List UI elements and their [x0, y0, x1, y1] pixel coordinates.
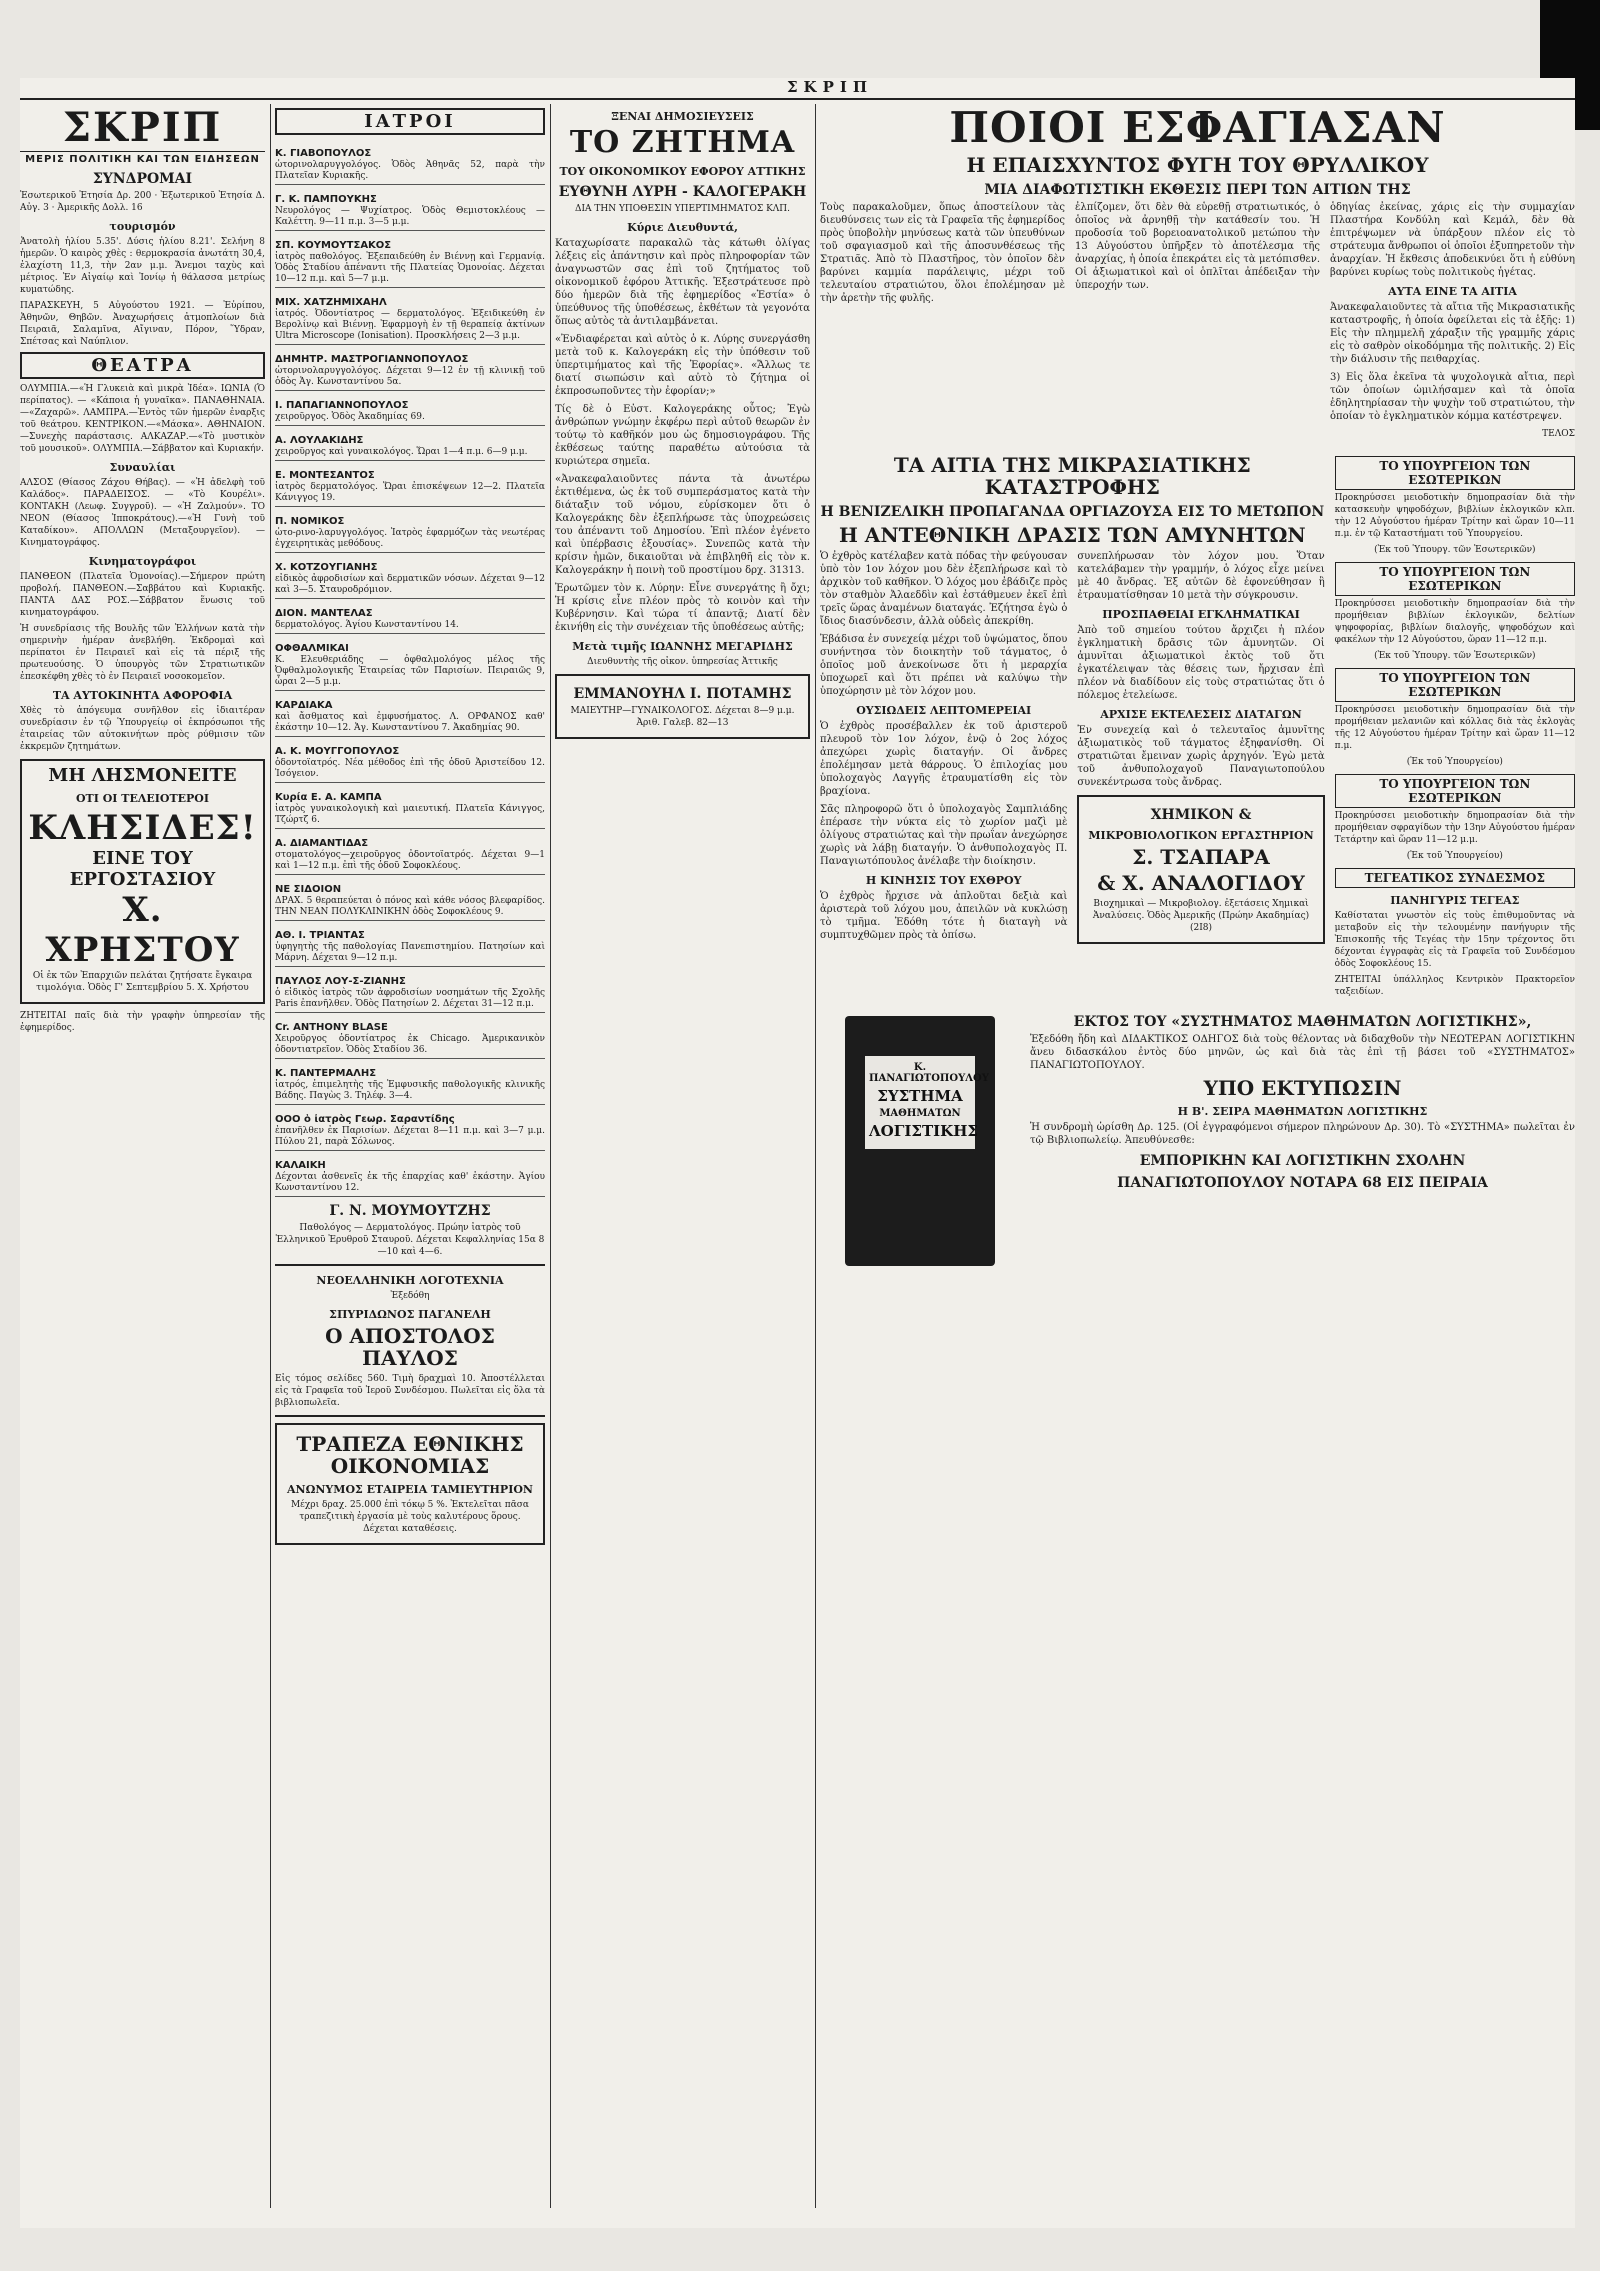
ministry-text-3: Προκηρύσσει μειοδοτικὴν δημοπρασίαν διὰ τὴν προμήθειαν μελανιῶν καὶ κόλλας διὰ τὰς ἐκλογὰς τῆς 12 Αὐγούστου ἡμέραν Τρίτην καὶ ὥραν 11—12 π.μ.: [1334, 705, 1575, 751]
list-item: ΟΦΘΑΛΜΙΚΑΙ Κ. Ελευθεριάδης — ὀφθαλμολόγος μέλος τῆς Ὀφθαλμολογικῆς Ἑταιρείας τῶν Παρισίων. Πειραιῶς 9, ὧραι 2—5 μ.μ.: [275, 634, 545, 691]
salutation: Κύριε Διευθυντά,: [627, 221, 738, 234]
lab-ad: [1077, 795, 1324, 944]
wanted-notice: ΖΗΤΕΙΤΑΙ παῖς διὰ τὴν γραφὴν ὑπηρεσίαν τῆς ἐφημερίδος.: [20, 1011, 265, 1033]
masthead-subtitle: ΜΕΡΙΣ ΠΟΛΙΤΙΚΗ ΚΑΙ ΤΩΝ ΕΙΔΗΣΕΩΝ: [25, 154, 260, 165]
book-title: ΣΥΣΤΗΜΑ: [877, 1087, 963, 1105]
literature-title: ΝΕΟΕΛΛΗΝΙΚΗ ΛΟΓΟΤΕΧΝΙΑ: [316, 1274, 504, 1287]
list-item: Γ. Κ. ΠΑΜΠΟΥΚΗΣ Νευρολόγος — Ψυχίατρος. Ὁδὸς Θεμιστοκλέους — Καλέττη. 9—11 π.μ. 3—5 μ.μ.: [275, 185, 545, 231]
top-text-3: ὁδηγίας ἐκείνας, χάρις εἰς τὴν συμμαχίαν Πλαστήρα Κονδύλη καὶ Κεμάλ, δὲν θὰ ἐπιτρέψωμεν νὰ ὑπάρξουν πλέον εἰς τὸ στράτευμα ἄνθρωποι οἱ ὁποῖοι ἐξυπηρετοῦν τὴν ἀναρχίαν. Ἡ ἔκθεσις ἀποδεικνύει ὅτι ἡ εὐθύνη βαρύνει κυρίως τοὺς πολιτικοὺς ἡγέτας.: [1330, 202, 1575, 278]
doctors-list: [275, 139, 545, 1197]
list-item: Π. ΝΟΜΙΚΟΣ ὠτο-ρινο-λαρυγγολόγος. Ἰατρὸς ἐφαρμόζων τὰς νεωτέρας ἐγχειρητικὰς μεθόδους.: [275, 507, 545, 553]
list-item: ΑΘ. Ι. ΤΡΙΑΝΤΑΣ ὑφηγητὴς τῆς παθολογίας Πανεπιστημίου. Πατησίων καὶ Μάρνη. Δέχεται 9—12 π.μ.: [275, 921, 545, 967]
article-body-5: Ἐρωτῶμεν τὸν κ. Λύρην: Εἶνε συνεργάτης ἢ ὄχι; Ἡ κρίσις εἶνε πλέον πρὸς τὸ κοινὸν καὶ τὴν Κυβέρνησιν. Καὶ τώρα τί ἀπαντᾷ; Διατί δὲν ἐκινήθη εἰς τὴν συνέχειαν τῆς ὑποθέσεως αὐτῆς;: [555, 583, 810, 633]
article-note: ΔΙΑ ΤΗΝ ΥΠΟΘΕΣΙΝ ΥΠΕΡΤΙΜΗΜΑΤΟΣ ΚΛΠ.: [574, 204, 791, 214]
mid-sub-3: ΠΡΟΣΠΑΘΕΙΑΙ ΕΓΚΛΗΜΑΤΙΚΑΙ: [1102, 608, 1300, 621]
theatres-title: ΘΕΑΤΡΑ: [20, 352, 265, 379]
article-body-4: «Ἀνακεφαλαιοῦντες πάντα τὰ ἀνωτέρω ἐκτιθέμενα, ὡς ἐκ τοῦ συμπεράσματος κατὰ τὴν διάταξιν τοῦ νόμου, εὑρίσκομεν ὅτι ὁ Καλογεράκης δὲν ἐξεπλήρωσε τὰς ὑποχρεώσεις του ἀπέναντι τοῦ Δημοσίου. Ἐπὶ πλέον ἐγένετο καὶ ὑπέρβασις ἐξουσίας». Συνεπῶς κατὰ τὴν κρίσιν ἡμῶν, δικαιοῦται νὰ ἐπιβληθῆ εἰς τὸν κ. Καλογεράκην ἡ ποινὴ τοῦ προστίμου δρχ. 31313.: [555, 474, 810, 576]
subscriptions-text: Ἐσωτερικοῦ Ἐτησία Δρ. 200 · Ἐξωτερικοῦ Ἐτησία Δ. Αὐγ. 3 · Ἀμερικῆς Δολλ. 16: [20, 191, 265, 213]
key-ad-text: Οἱ ἐκ τῶν Ἐπαρχιῶν πελάται ζητήσατε ἔγκαιρα τιμολόγια. Ὁδὸς Γ' Σεπτεμβρίου 5. Χ. Χρήστου: [32, 971, 253, 993]
bank-title: ΤΡΑΠΕΖΑ ΕΘΝΙΚΗΣ ΟΙΚΟΝΟΜΙΑΣ: [296, 1432, 524, 1478]
doctors-title: ΙΑΤΡΟΙ: [275, 108, 545, 135]
lower-article: [820, 450, 1325, 1002]
list-item: ΣΠ. ΚΟΥΜΟΥΤΣΑΚΟΣ ἰατρὸς παθολόγος. Ἐξεπαιδεύθη ἐν Βιέννῃ καὶ Γερμανίᾳ. Ὁδὸς Σταδίου ἀπέναντι τῆς Πλατείας Ὁμονοίας. Δέχεται 10—12 π.μ. καὶ 5—7 μ.μ.: [275, 231, 545, 288]
key-ad-line6: Χ. ΧΡΗΣΤΟΥ: [45, 890, 240, 970]
lab-title-3: Σ. ΤΣΑΠΑΡΑ: [1132, 845, 1270, 869]
news-text: Ἡ συνεδρίασις τῆς Βουλῆς τῶν Ἑλλήνων κατὰ τὴν σημερινὴν ἡμέραν ἀνεβλήθη. Ἐκδρομαὶ καὶ περίπατοι ἐν Πειραιεῖ καὶ εἰς τὰ πέριξ τῆς πρωτευούσης. Ὁ ὑπουργὸς τῶν Στρατιωτικῶν ἐπεσκέφθη χθὲς τὸ ἐν Πειραιεῖ νοσοκομεῖον.: [20, 624, 265, 682]
concerts-text: ΑΛΣΟΣ (Θίασος Ζάχου Θήβας). — «Ἡ ἀδελφὴ τοῦ Καλάδος». ΠΑΡΑΔΕΙΣΟΣ. — «Τὸ Κουρέλι». ΚΟΝΤΑΚΗ (Λεωφ. Συγγροῦ). — «Ἡ Ζαλμούν». ΤΟ ΝΕΟΝ (Θίασος Ἱπποκράτους).—«Ἡ Γυνὴ τοῦ Καταδίκου». ΑΠΟΛΛΩΝ (Μεταξουργεῖον). — Κινηματογράφος.: [20, 478, 265, 548]
key-ad-line4: ΕΙΝΕ ΤΟΥ: [92, 848, 193, 869]
concerts-title: Συναυλίαι: [109, 461, 176, 474]
bank-text: Μέχρι δραχ. 25.000 ἐπὶ τόκῳ 5 %. Ἐκτελεῖται πᾶσα τραπεζιτικὴ ἐργασία μὲ τοὺς καλυτέρους ὅρους. Δέχεται καταθέσεις.: [290, 1500, 530, 1534]
lower-section: [820, 450, 1575, 1002]
ministry-text-2: Προκηρύσσει μειοδοτικὴν δημοπρασίαν διὰ τὴν προμήθειαν βιβλίων ἐκλογικῶν, δελτίων ψηφοφορίας, βιβλίων διαλογῆς, ψηφοδόχων καὶ φακέλων τὴν 12 Αὐγούστου, ὥραν 11—12 π.μ.: [1334, 599, 1575, 645]
mid-headline: ΤΑ ΑΙΤΙΑ ΤΗΣ ΜΙΚΡΑΣΙΑΤΙΚΗΣ ΚΑΤΑΣΤΡΟΦΗΣ: [893, 453, 1251, 499]
literature-sub: Ἐξεδόθη: [390, 1291, 430, 1301]
signature: Μετὰ τιμῆς ΙΩΑΝΝΗΣ ΜΕΓΑΡΙΔΗΣ: [572, 640, 793, 653]
list-item: ΚΑΡΔΙΑΚΑ καὶ ἄσθματος καὶ ἐμφυσήματος. Λ. ΟΡΦΑΝΟΣ καθ' ἑκάστην 10—12. Ἀγ. Κωνσταντίνου 7. Ἀκαδημίας 90.: [275, 691, 545, 737]
section-banner: ΞΕΝΑΙ ΔΗΜΟΣΙΕΥΣΕΙΣ: [611, 110, 754, 123]
accounting-text-2: Ἡ συνδρομὴ ὡρίσθη Δρ. 125. (Οἱ ἐγγραφόμενοι σήμερον πληρώνουν Δρ. 30). Τὸ «ΣΥΣΤΗΜΑ» πωλεῖται ἐν τῷ Βιβλιοπωλείῳ. Ἀπευθύνεσθε:: [1030, 1122, 1575, 1146]
list-item: Ι. ΠΑΠΑΓΙΑΝΝΟΠΟΥΛΟΣ χειροῦργος. Ὁδὸς Ἀκαδημίας 69.: [275, 391, 545, 426]
lab-text: Βιοχημικαὶ — Μικροβιολογ. ἐξετάσεις Χημικαὶ Ἀναλύσεις. Ὁδὸς Ἀμερικῆς (Πρώην Ακαδημίας) (2Ι8): [1092, 899, 1310, 933]
column-rule: [550, 104, 551, 2208]
book-label: [865, 1056, 989, 1149]
book-title-2: ΜΑΘΗΜΑΤΩΝ: [879, 1108, 961, 1119]
list-item: Ε. ΜΟΝΤΕΣΑΝΤΟΣ ἰατρὸς δερματολόγος. Ὥραι ἐπισκέψεων 12—2. Πλατεῖα Κάνιγγος 19.: [275, 461, 545, 507]
main-headline-3: ΜΙΑ ΔΙΑΦΩΤΙΣΤΙΚΗ ΕΚΘΕΣΙΣ ΠΕΡΙ ΤΩΝ ΑΙΤΙΩΝ ΤΗΣ: [984, 182, 1411, 198]
ministry-sign-2: (Ἐκ τοῦ Ὑπουργ. τῶν Ἐσωτερικῶν): [1374, 651, 1536, 661]
cinema-title: Κινηματογράφοι: [88, 555, 197, 568]
article-title: ΤΟ ΖΗΤΗΜΑ: [569, 125, 796, 160]
lab-title-2: ΜΙΚΡΟΒΙΟΛΟΓΙΚΟΝ ΕΡΓΑΣΤΗΡΙΟΝ: [1088, 829, 1314, 842]
subscriptions-title: ΣΥΝΔΡΟΜΑΙ: [92, 171, 193, 187]
list-item: Α. ΔΙΑΜΑΝΤΙΔΑΣ στοματολόγος—χειροῦργος ὀδοντοϊατρός. Δέχεται 9—1 καὶ 1—12 π.μ. ἐπὶ τῆς ὁδοῦ Σοφοκλέους.: [275, 829, 545, 875]
literature-text: Εἰς τόμος σελίδες 560. Τιμὴ δραχμαὶ 10. Ἀποστέλλεται εἰς τὰ Γραφεῖα τοῦ Ἱεροῦ Συνδέσμου. Πωλεῖται εἰς ὅλα τὰ βιβλιοπωλεῖα.: [275, 1374, 545, 1408]
ministry-sign-1: (Ἐκ τοῦ Ὑπουργ. τῶν Ἐσωτερικῶν): [1374, 545, 1536, 555]
mid-headline-3: Η ΑΝΤΕΘΝΙΚΗ ΔΡΑΣΙΣ ΤΩΝ ΑΜΥΝΗΤΩΝ: [838, 523, 1306, 547]
list-item: Κ. ΓΙΑΒΟΠΟΥΛΟΣ ὠτορινολαρυγγολόγος. Ὁδὸς Ἀθηνᾶς 52, παρὰ τὴν Πλατεῖαν Κυριακῆς.: [275, 139, 545, 185]
article-names: ΕΥΘΥΝΗ ΛΥΡΗ - ΚΑΛΟΓΕΡΑΚΗ: [558, 184, 807, 200]
book-icon: [845, 1016, 995, 1266]
list-item: Κυρία Ε. Α. ΚΑΜΠΑ ἰατρὸς γυναικολογικὴ καὶ μαιευτική. Πλατεῖα Κάνιγγος, Τζώρτζ 6.: [275, 783, 545, 829]
book-figure: [820, 1008, 1020, 1266]
moutzis-text: Παθολόγος — Δερματολόγος. Πρώην ἰατρὸς τοῦ Ἑλληνικοῦ Ἐρυθροῦ Σταυροῦ. Δέχεται Κεφαλληνίας 15α 8—10 καὶ 4—6.: [275, 1223, 545, 1257]
accounting-address: ΠΑΝΑΓΙΩΤΟΠΟΥΛΟΥ ΝΟΤΑΡΑ 68 ΕΙΣ ΠΕΙΡΑΙΑ: [1117, 1175, 1488, 1191]
literature-ad: [275, 1264, 545, 1417]
column-2: [275, 104, 545, 2208]
causes-title: ΑΥΤΑ ΕΙΝΕ ΤΑ ΑΙΤΙΑ: [1388, 285, 1517, 298]
top-text-2: ἐλπίζομεν, ὅτι δὲν θὰ εὑρεθῇ στρατιωτικός, ὁ ὁποῖος νὰ ἀρνηθῇ τὴν κατάθεσίν του. Ἡ προδοσία τοῦ βορειοανατολικοῦ μετώπου τὴν 13 Αὐγούστου ὑπῆρξεν τὸ ἀποτέλεσμα τῆς ἀναρχίας, ἡ ὁποία ἐπεκράτει εἰς τὰ μετόπισθεν. Οἱ ἀξιωματικοὶ καὶ οἱ ὁπλῖται ἀπέδειξαν τὴν ὑπεροχήν των.: [1075, 202, 1320, 291]
mid-text-1: Ὁ ἐχθρὸς κατέλαβεν κατὰ πόδας τὴν φεύγουσαν ὑπὸ τὸν 1ον λόχον μου δὲν ἐξεπλήρωσε καὶ τὸ ἀρχικὸν τοῦ καθῆκον. Ὁ λόχος μου ἐβάδιζε πρὸς τὸν σταθμὸν Ἀλαεδδὶν καὶ ἐστάθμευεν ἐκεῖ ἐπὶ τρεῖς ὥρας ἀναμένων διαταγάς. Ἐζήτησα ἐγὼ ὁ ἴδιος διασύνδεσιν, ἀλλὰ οὐδεὶς ἀπεκρίθη.: [820, 551, 1068, 627]
mid-text-7: Ἀπὸ τοῦ σημείου τούτου ἄρχιζει ἡ πλέον ἐγκληματικὴ δρᾶσις τῶν ἀμυνητῶν. Οἱ ἀμυνῖται ἀξιωματικοὶ ἐκτὸς τοῦ ὅτι ἐγκατέλειψαν τὰς θέσεις των, ἤρχισαν ἐπὶ πλέον νὰ διαδίδουν εἰς τοὺς στρατιώτας ὅτι ὁ πόλεμος ἐτελείωσε.: [1077, 625, 1325, 701]
top-text-1: Τοὺς παρακαλοῦμεν, ὅπως ἀποστείλουν τὰς διευθύνσεις των εἰς τὰ Γραφεῖα τῆς ἐφημερίδος πρὸς ὑποβολὴν μηνύσεως κατὰ τῶν ὑπευθύνων τοῦ σφαγιασμοῦ καὶ τῆς ἀποσυνθέσεως τῆς Στρατιᾶς. Ἀπὸ τὸ Πλαστῆρος, τὸν ὁποῖον δὲν βαρύνει καμμία παράλειψις, μέχρι τοῦ τελευταίου στρατιώτου, ὅλοι ἐπολέμησαν μὲ τὴν ἀρετὴν τῆς φυλῆς.: [820, 202, 1065, 304]
main-headline: ΠΟΙΟΙ ΕΣΦΑΓΙΑΣΑΝ: [949, 104, 1446, 152]
list-item: ΚΑΛΑΙΚΗ Δέχονται ἀσθενεῖς ἐκ τῆς ἐπαρχίας καθ' ἑκάστην. Ἁγίου Κωνσταντίνου 12.: [275, 1151, 545, 1197]
article-body-1: Καταχωρίσατε παρακαλῶ τὰς κάτωθι ὀλίγας λέξεις εἰς ἀπάντησιν καὶ πρὸς πληροφορίαν τῶν ἀναγνωστῶν σας ἐπὶ τοῦ ζητήματος τοῦ οἰκονομικοῦ ἐφόρου Ἀττικῆς. Ἐξεστράτευσε πρὸ δύο ἡμερῶν διὰ τῆς ἐφημερίδος «Ἑστία» ὁ ὑπεύθυνος τῆς ὑποθέσεως, ἐκθέτων τὰ γεγονότα ὅπως αὐτὸς τὰ ἀντιλαμβάνεται.: [555, 238, 810, 327]
mid-text-4: Σᾶς πληροφορῶ ὅτι ὁ ὑπολοχαγὸς Σαμπλιάδης ἐπέρασε τὴν νύκτα εἰς τὸ χωρίον μαζὶ μὲ ὀλίγους στρατιώτας καὶ τὴν πρωΐαν ἀνεχώρησε χωρὶς νὰ λάβῃ διαταγήν. Ὁ ἀνθυπολοχαγὸς Π. Παναγιωτόπουλος ἀνέλαβε τὴν διοίκησιν.: [820, 804, 1068, 867]
main-headline-2: Η ΕΠΑΙΣΧΥΝΤΟΣ ΦΥΓΗ ΤΟΥ ΘΡΥΛΛΙΚΟΥ: [966, 153, 1429, 177]
article-body-3: Τίς δὲ ὁ Εὐστ. Καλογεράκης οὗτος; Ἐγὼ ἀνθρώπων γνώμην ἐκφέρω περὶ αὐτοῦ θεωρῶν ἐν τούτῳ τὸ καθῆκόν μου ὡς δημοσιογράφου. Τῆς ἐκθέσεως ταύτης παραθέτω αὐτούσια τὰ κυριώτερα σημεῖα.: [555, 404, 810, 467]
ministry-title-2: ΤΟ ΥΠΟΥΡΓΕΙΟΝ ΤΩΝ ΕΣΩΤΕΡΙΚΩΝ: [1335, 562, 1575, 596]
list-item: ΝΕ ΣΙΔΟΙΟΝ ΔΡΑΧ. 5 θεραπεύεται ὁ πόνος καὶ κάθε νόσος βλεφαρίδος. ΤΗΝ ΝΕΑΝ ΠΟΛΥΚΛΙΝΙΚΗΝ ὁδὸς Σοφοκλέους 9.: [275, 875, 545, 921]
top-text-4: 3) Εἰς ὅλα ἐκεῖνα τὰ ψυχολογικὰ αἴτια, περὶ τῶν ὁποίων ὡμιλήσαμεν καὶ τὰ ὁποῖα ἐδηλητηρίασαν τὴν ψυχὴν τοῦ στρατιώτου, τὴν ὁποίαν τὸ ἐγκληματικὸν κόμμα κατέστρεψεν.: [1330, 372, 1575, 422]
top-rule: [20, 98, 1575, 100]
column-3: [555, 104, 810, 2208]
accounting-sub: ΥΠΟ ΕΚΤΥΠΩΣΙΝ: [1203, 1076, 1402, 1100]
tegea-sub: ΠΑΝΗΓΥΡΙΣ ΤΕΓΕΑΣ: [1390, 894, 1520, 907]
accounting-text-1: Ἐξεδόθη ἤδη καὶ ΔΙΔΑΚΤΙΚΟΣ ΟΔΗΓΟΣ διὰ τοὺς θέλοντας νὰ διδαχθοῦν τὴν ΝΕΩΤΕΡΑΝ ΛΟΓΙΣΤΙΚΗΝ ἄνευ διδασκάλου ἐντὸς δύο μηνῶν, ὡς καὶ διὰ τὰς ἐπὶ τῇ βάσει τοῦ «ΣΥΣΤΗΜΑΤΟΣ» ΠΑΝΑΓΙΩΤΟΠΟΥΛΟΥ.: [1030, 1034, 1575, 1071]
ministry-text-4: Προκηρύσσει μειοδοτικὴν δημοπρασίαν διὰ τὴν προμήθειαν σφραγίδων τὴν 13ην Αὐγούστου ἡμέραν Τετάρτην καὶ ὥραν 11—12 μ.μ.: [1334, 811, 1575, 845]
ministry-title-1: ΤΟ ΥΠΟΥΡΓΕΙΟΝ ΤΩΝ ΕΣΩΤΕΡΙΚΩΝ: [1335, 456, 1575, 490]
ministry-title-4: ΤΟ ΥΠΟΥΡΓΕΙΟΝ ΤΩΝ ΕΣΩΤΕΡΙΚΩΝ: [1335, 774, 1575, 808]
accounting-sub-2: Η Β'. ΣΕΙΡΑ ΜΑΘΗΜΑΤΩΝ ΛΟΓΙΣΤΙΚΗΣ: [1177, 1105, 1428, 1118]
list-item: Α. ΛΟΥΛΑΚΙΔΗΣ χειροῦργος καὶ γυναικολόγος. Ὥραι 1—4 π.μ. 6—9 μ.μ.: [275, 426, 545, 461]
key-ad-line5: ΕΡΓΟΣΤΑΣΙΟΥ: [69, 869, 216, 890]
lab-title-1: ΧΗΜΙΚΟΝ &: [1150, 807, 1252, 823]
article-body-2: «Ἐνδιαφέρεται καὶ αὐτὸς ὁ κ. Λύρης συνεργάσθη μετὰ τοῦ κ. Καλογεράκη εἰς τὴν ὑπόθεσιν τοῦ ὑπερτιμήματος καὶ τῆς Ἐφορίας». «Ἄλλως τε διατί σιωπώσιν καὶ αὐτὸ τὸ ζήτημα οἱ ἐκπροσωποῦντες τὴν ἐφορίαν;»: [555, 334, 810, 397]
doctor-ad: [555, 674, 810, 739]
book-author: Κ. ΠΑΝΑΓΙΩΤΟΠΟΥΛΟΥ: [869, 1062, 989, 1084]
key-ad: [20, 759, 265, 1004]
article-subtitle: ΤΟΥ ΟΙΚΟΝΟΜΙΚΟΥ ΕΦΟΡΟΥ ΑΤΤΙΚΗΣ: [559, 165, 806, 178]
column-4: [820, 104, 1575, 2208]
weather-text: Ἀνατολὴ ἡλίου 5.35'. Δύσις ἡλίου 8.21'. Σελήνη 8 ἡμερῶν. Ὁ καιρὸς χθὲς : θερμοκρασία ἀνωτάτη 30,4, ἐλαχίστη 11,3, τὴν 2αν μ.μ. Ἄνεμοι ταχὺς καὶ μέτριος. Ἐν Αἰγαίῳ καὶ Ἰονίῳ ἡ θάλασσα μετρίως κυματώδης.: [20, 237, 265, 295]
moutzis-name: Γ. Ν. ΜΟΥΜΟΥΤΖΗΣ: [329, 1203, 491, 1219]
bank-ad: [275, 1423, 545, 1545]
ministry-text-1: Προκηρύσσει μειοδοτικὴν δημοπρασίαν διὰ τὴν κατασκευὴν ψηφοδόχων, βιβλίων ἐκλογικῶν κλπ. τὴν 12 Αὐγούστου ἡμέραν Τρίτην καὶ ὥραν 10—11 π.μ. ἐν τῷ Καταστήματι τοῦ Ὑπουργείου.: [1334, 493, 1575, 539]
top-article: [820, 201, 1575, 444]
list-item: ΔΗΜΗΤΡ. ΜΑΣΤΡΟΓΙΑΝΝΟΠΟΥΛΟΣ ὠτορινολαρυγγολόγος. Δέχεται 9—12 ἐν τῇ κλινικῇ τοῦ ὁδὸς Ἀγ. Κωνσταντίνου 5α.: [275, 345, 545, 391]
cinema-text: ΠΑΝΘΕΟΝ (Πλατεῖα Ὁμονοίας).—Σήμερον πρώτη προβολή. ΠΑΝΘΕΟΝ.—Σαββάτου καὶ Κυριακῆς. ΠΑΝΤΑ ΔΑΣ ΡΟΣ.—Σάββατον ἕνωσις τοῦ κινηματογράφου.: [20, 572, 265, 618]
list-item: ΔΙΟΝ. ΜΑΝΤΕΛΑΣ δερματολόγος. Ἁγίου Κωνσταντίνου 14.: [275, 599, 545, 634]
key-ad-line1: ΜΗ ΛΗΣΜΟΝΕΙΤΕ: [48, 765, 237, 786]
literature-author: ΣΠΥΡΙΔΩΝΟΣ ΠΑΓΑΝΕΛΗ: [329, 1308, 491, 1321]
bank-sub: ΑΝΩΝΥΜΟΣ ΕΤΑΙΡΕΙΑ ΤΑΜΙΕΥΤΗΡΙΟΝ: [287, 1483, 533, 1496]
accounting-section: [820, 1008, 1575, 1266]
mid-sub-2: Η ΚΙΝΗΣΙΣ ΤΟΥ ΕΧΘΡΟΥ: [865, 874, 1022, 887]
causes-text: Ἀνακεφαλαιοῦντες τὰ αἴτια τῆς Μικρασιατικῆς καταστροφῆς, ἡ ὁποία ὀφείλεται εἰς τὰ ἑξῆς: 1) Εἰς τὴν πλημμελῆ χάραξιν τῆς γραμμῆς χάρις εἰς τὸ σαθρὸν οἰκοδόμημα τῆς πολιτικῆς. 2) Εἰς τὴν διάλυσιν τῆς πειθαρχίας.: [1330, 302, 1575, 365]
mid-headline-2: Η ΒΕΝΙΖΕΛΙΚΗ ΠΡΟΠΑΓΑΝΔΑ ΟΡΓΙΑΖΟΥΣΑ ΕΙΣ ΤΟ ΜΕΤΩΠΟΝ: [820, 504, 1325, 520]
key-ad-line3: ΚΛΗΣΙΔΕΣ!: [28, 808, 257, 848]
mid-text-5: Ὁ ἐχθρὸς ἤρχισε νὰ ἀπλοῦται δεξιὰ καὶ ἀριστερὰ τοῦ λόχου μου, ἀπειλῶν νὰ κυκλώσῃ τὸ τμῆμα. Ἐδόθη τότε ἡ διαταγὴ νὰ συμπτυχθῶμεν πρὸς τὰ ὀπίσω.: [820, 891, 1068, 941]
literature-book: Ο ΑΠΟΣΤΟΛΟΣ ΠΑΥΛΟΣ: [325, 1324, 495, 1370]
notices-column: [1335, 450, 1575, 1002]
tegea-wanted: ΖΗΤΕΙΤΑΙ ὑπάλληλος Κεντρικὸν Πρακτορεῖον ταξειδίων.: [1334, 975, 1575, 997]
accounting-ad: [1030, 1008, 1575, 1266]
mid-sub-1: ΟΥΣΙΩΔΕΙΣ ΛΕΠΤΟΜΕΡΕΙΑΙ: [856, 704, 1032, 717]
mid-text-8: Ἐν συνεχείᾳ καὶ ὁ τελευταῖος ἀμυνῖτης ἀξιωματικὸς τοῦ τάγματος ἐξηφανίσθη. Οἱ στρατιῶται ἔμειναν χωρὶς ἀρχηγόν. Ἐγὼ μετὰ τοῦ ἀνθυπολοχαγοῦ Παναγιωτοπούλου συνεκέντρωσα τοὺς ἄνδρας.: [1077, 725, 1325, 788]
list-item: Cr. ANTHONY BLASE Χειροῦργος ὀδοντίατρος ἐκ Chicago. Ἀμερικανικὸν ὀδοντιατρεῖον. Ὁδὸς Σταδίου 36.: [275, 1013, 545, 1059]
list-item: ΟΟΟ ὁ ἰατρὸς Γεωρ. Σαραντίδης ἐπανῆλθεν ἐκ Παρισίων. Δέχεται 8—11 π.μ. καὶ 3—7 μ.μ. Πύλου 21, παρὰ Σόλωνος.: [275, 1105, 545, 1151]
list-item: Κ. ΠΑΝΤΕΡΜΑΛΗΣ ἰατρός, ἐπιμελητὴς τῆς Ἐμφυσικῆς παθολογικῆς κλινικῆς Βάδης. Παγὼς 3. Τηλέφ. 3—4.: [275, 1059, 545, 1105]
tegea-text: Καθίσταται γνωστὸν εἰς τοὺς ἐπιθυμοῦντας νὰ μεταβοῦν εἰς τὴν τελουμένην πανήγυριν τῆς Ἐπισκοπῆς τῆς Τεγέας τὴν 15ην τρέχοντος ὅτι δέχονται ἐγγραφὰς εἰς τὰ Γραφεῖα τοῦ Συνδέσμου ὁδὸς Σοφοκλέους 15.: [1334, 911, 1575, 969]
mid-text-3: Ὁ ἐχθρὸς προσέβαλλεν ἐκ τοῦ ἀριστεροῦ πλευροῦ τὸν 1ον λόχον, ἐνῷ ὁ 2ος λόχος ἀπεχώρει χωρὶς διαταγήν. Οἱ ἄνδρες ἐπολέμησαν μετὰ θάρρους. Ὁ ἐπιλοχίας μου ὑπολοχαγὸς Λαγγῆς ἐτραυματίσθη εἰς τὸν βραχίονα.: [820, 721, 1068, 797]
list-item: Α. Κ. ΜΟΥΓΓΟΠΟΥΛΟΣ ὀδοντοϊατρός. Νέα μέθοδος ἐπὶ τῆς ὁδοῦ Ἀριστείδου 12. Ἰσόγειον.: [275, 737, 545, 783]
column-1: [20, 104, 265, 2208]
column-rule: [815, 104, 816, 2208]
ministry-sign-4: (Ἐκ τοῦ Ὑπουργείου): [1406, 851, 1503, 861]
ministry-title-3: ΤΟ ΥΠΟΥΡΓΕΙΟΝ ΤΩΝ ΕΣΩΤΕΡΙΚΩΝ: [1335, 668, 1575, 702]
list-item: ΜΙΧ. ΧΑΤΖΗΜΙΧΑΗΛ ἰατρός. Ὀδοντίατρος — δερματολόγος. Ἐξειδικεύθη ἐν Βερολίνῳ καὶ Βιέννῃ. Ἐφαρμογὴ ἐν τῇ θεραπείᾳ ἀκτίνων Ultra Microscope (Ionisation). Προσκλήσεις 2—3 μ.μ.: [275, 288, 545, 345]
mid-text-2: Ἐβάδισα ἐν συνεχείᾳ μέχρι τοῦ ὑψώματος, ὅπου συνήντησα τὸν διοικητὴν τοῦ τάγματος, ὁ ὁποῖος μοῦ ἀνεκοίνωσε ὅτι ἡ μεραρχία ὑποχωρεῖ καὶ ὅτι πρέπει νὰ καλύψω τὴν ὑποχώρησιν μὲ τὸν λόχον μου.: [820, 634, 1068, 697]
running-head: ΣΚΡΙΠ: [786, 78, 874, 96]
accounting-title: ΕΚΤΟΣ ΤΟΥ «ΣΥΣΤΗΜΑΤΟΣ ΜΑΘΗΜΑΤΩΝ ΛΟΓΙΣΤΙΚΗΣ»,: [1073, 1014, 1532, 1030]
tegea-title: ΤΕΓΕΑΤΙΚΟΣ ΣΥΝΔΕΣΜΟΣ: [1335, 868, 1575, 888]
date-text: ΠΑΡΑΣΚΕΥΗ, 5 Αὐγούστου 1921. — Ἐὐρίπου, Ἀθηνῶν, Θηβῶν. Ἀναχωρήσεις ἀτμοπλοίων διὰ Πειραιᾶ, Σαλαμῖνα, Αἴγιναν, Πόρον, Ὕδραν, Σπέτσας καὶ Ναύπλιον.: [20, 301, 265, 347]
column-rule: [270, 104, 271, 2208]
theatres-text: ΟΛΥΜΠΙΑ.—«Ἡ Γλυκειὰ καὶ μικρὰ Ἰδέα». ΙΩΝΙΑ (Ὁ περίπατος). — «Κάποια ἡ γυναῖκα». ΠΑΝΑΘΗΝΑΙΑ.—«Ζαχαρῶ». ΛΑΜΠΡΑ.—Ἐντὸς τῶν ἡμερῶν ἐναρξις τοῦ θεάτρου. ΚΕΝΤΡΙΚΟΝ.—«Μάσκα». ΑΘΗΝΑΙΟΝ.—Συνεχὴς παράστασις. ΑΛΚΑΖΑΡ.—«Τὸ μυστικὸν τοῦ μουσικοῦ». ΟΛΥΜΠΙΑ.—Σάββατον καὶ Κυριακήν.: [20, 384, 265, 454]
athletics-text: Χθὲς τὸ ἀπόγευμα συνῆλθον εἰς ἰδιαιτέραν συνεδρίασιν ἐν τῷ Ὑπουργείῳ οἱ ἐκπρόσωποι τῆς ἑταιρείας τῶν αὐτοκινήτων πρὸς ρύθμισιν τῶν ἐκκρεμῶν ζητημάτων.: [20, 706, 265, 752]
doctor-ad-title: ΕΜΜΑΝΟΥΗΛ Ι. ΠΟΤΑΜΗΣ: [573, 686, 792, 702]
key-ad-line2: ΟΤΙ ΟΙ ΤΕΛΕΙΟΤΕΡΟΙ: [75, 792, 210, 805]
newspaper-page: [20, 78, 1575, 2228]
signature-sub: Διευθυντὴς τῆς οἰκον. ὑπηρεσίας Ἀττικῆς: [587, 657, 778, 667]
doctor-ad-text: ΜΑΙΕΥΤΗΡ—ΓΥΝΑΙΚΟΛΟΓΟΣ. Δέχεται 8—9 μ.μ. Ἀριθ. Γαλεβ. 82—13: [570, 706, 795, 728]
ministry-sign-3: (Ἐκ τοῦ Ὑπουργείου): [1406, 757, 1503, 767]
masthead: ΣΚΡΙΠ: [20, 104, 265, 152]
weather-title: τουρισμόν: [109, 220, 176, 233]
lab-title-4: & Χ. ΑΝΑΛΟΓΙΔΟΥ: [1097, 871, 1305, 895]
mid-text-6: συνεπλήρωσαν τὸν λόχον μου. Ὅταν κατελάβαμεν τὴν γραμμήν, ὁ λόχος εἶχε μείνει μὲ 40 ἄνδρας. Ἐξ αὐτῶν δὲ ἐφονεύθησαν ἢ ἐτραυματίσθησαν 10 μετὰ τὴν σύγκρουσιν.: [1077, 551, 1325, 601]
mid-sub-4: ΑΡΧΙΣΕ ΕΚΤΕΛΕΣΕΙΣ ΔΙΑΤΑΓΩΝ: [1100, 708, 1302, 721]
athletics-title: ΤΑ ΑΥΤΟΚΙΝΗΤΑ ΑΦΟΡΟΦΙΑ: [52, 689, 233, 702]
book-title-3: ΛΟΓΙΣΤΙΚΗΣ: [869, 1122, 978, 1140]
accounting-school: ΕΜΠΟΡΙΚΗΝ ΚΑΙ ΛΟΓΙΣΤΙΚΗΝ ΣΧΟΛΗΝ: [1139, 1153, 1466, 1169]
causes-end: ΤΕΛΟΣ: [1542, 429, 1575, 439]
list-item: ΠΑΥΛΟΣ ΛΟΥ-Σ-ΖΙΑΝΗΣ ὁ εἰδικὸς ἰατρὸς τῶν ἀφροδισίων νοσημάτων τῆς Σχολῆς Paris ἐπανῆλθεν. Ὁδὸς Πατησίων 2. Δέχεται 31—12 π.μ.: [275, 967, 545, 1013]
list-item: Χ. ΚΟΤΖΟΥΓΙΑΝΗΣ εἰδικὸς ἀφροδισίων καὶ δερματικῶν νόσων. Δέχεται 9—12 καὶ 3—5. Σταυροδρόμιον.: [275, 553, 545, 599]
